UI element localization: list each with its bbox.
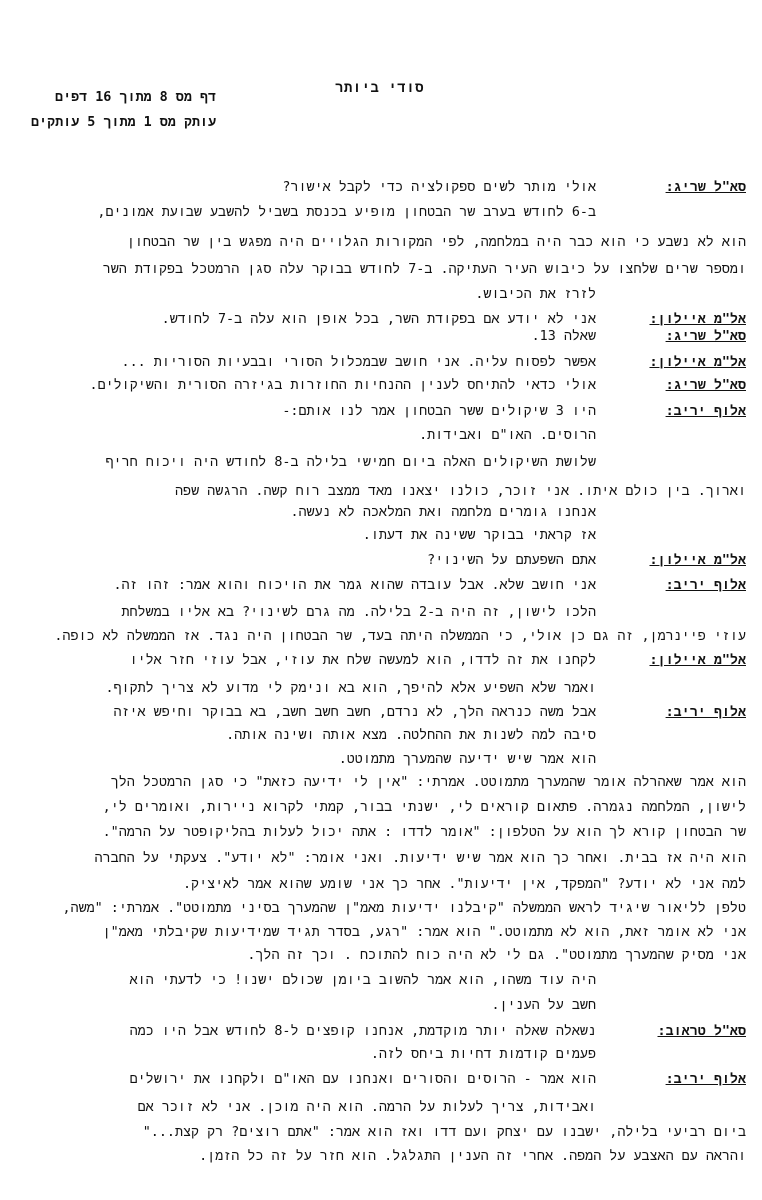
transcript-line: לישון, המלחמה נגמרה. פתאום קוראים לי, ישנתי בבור, קמתי לקרוא ניירות, ואומרים לי, — [102, 800, 746, 815]
transcript-line: הוא אמר שיש ידיעה שהמערך מתמוטט. — [338, 752, 596, 767]
transcript-line: הלכו לישון, זה היה ב-2 בלילה. מה גרם לשינוי? בא אליו במשלחת — [121, 605, 596, 620]
transcript-line: הוא לא נשבע כי הוא כבר היה במלחמה, לפי המקורות הגלויים היה מפגש בין שר הבטחון — [126, 235, 746, 250]
transcript-line: שלושת השיקולים האלה ביום חמישי בלילה ב-8 לחודש היה ויכוח חריף — [105, 455, 596, 470]
speaker-label: אל"מ איילון: — [649, 653, 746, 668]
transcript-line: ואמר שלא השפיע אלא להיפך, הוא בא ונימק לי מדוע לא צריך לתקוף. — [105, 681, 596, 696]
transcript-line: ביום רביעי בלילה, ישבנו עם יצחק ועם דדו ואז הוא אמר: "אתם רוצים? רק קצת..." — [142, 1125, 746, 1140]
speaker-label: סא"ל שריג: — [665, 180, 746, 195]
page-count-line: דף מס 8 מתוך 16 דפים — [55, 90, 216, 105]
speaker-label: אלוף יריב: — [665, 578, 746, 593]
speaker-label: סא"ל טראוב: — [657, 1024, 746, 1039]
transcript-line: עוזי פיינרמן, זה גם כן אולי, כי הממשלה היתה בעד, שר הבטחון היה נגד. אז הממשלה לא כופה. — [54, 629, 746, 644]
speaker-label: אל"מ איילון: — [649, 312, 746, 327]
transcript-line: לקחנו את זה לדדו, הוא למעשה שלח את עוזי, אבל עוזי חזר אליו — [129, 653, 596, 668]
speaker-label: סא"ל שריג: — [665, 378, 746, 393]
transcript-line: ואבידות, צריך לעלות על הרמה. הוא היה מוכן. אני לא זוכר אם — [137, 1100, 596, 1115]
transcript-line: אפשר לפסוח עליה. אני חושב שבמכלול הסורי ובבעיות הסוריות ... — [121, 355, 596, 370]
transcript-line: אולי כדאי להתיחס לענין ההנחיות החוזרות בגיזרה הסורית והשיקולים. — [89, 378, 596, 393]
transcript-line: סיבה למה לשנות את ההחלטה. מצא אותה ושינה אותה. — [226, 728, 596, 743]
transcript-line: אולי מותר לשים ספקולציה כדי לקבל אישור? — [282, 180, 596, 195]
transcript-line: נשאלה שאלה יותר מוקדמת, אנחנו קופצים ל-8 לחודש אבל היו כמה — [129, 1024, 596, 1039]
speaker-label: אל"מ איילון: — [649, 355, 746, 370]
transcript-line: אנחנו גומרים מלחמה ואת המלאכה לא נעשה. — [290, 505, 596, 520]
transcript-line: ב-6 לחודש בערב שר הבטחון מופיע בכנסת בשביל להשבע שבועת אמונים, — [97, 205, 596, 220]
transcript-line: וארוך. בין כולם איתו. אני זוכר, כולנו יצאנו מאד ממצב רוח קשה. הרגשה שפה — [175, 484, 746, 499]
transcript-line: שאלה 13. — [531, 329, 596, 344]
transcript-line: אני לא יודע אם בפקודת השר, בכל אופן הוא עלה ב-7 לחודש. — [161, 312, 596, 327]
transcript-line: הוא היה אז בבית. ואחר כך הוא אמר שיש ידיעות. ואני אומר: "לא יודע". צעקתי על החברה — [94, 851, 746, 866]
transcript-line: אני מסיק שהמערך מתמוטט". גם לי לא היה כוח להתוכח . וכך זה הלך. — [247, 948, 746, 963]
transcript-line: שר הבטחון קורא לך הוא על הטלפון: "אומר לדדו : אתה יכול לעלות בהליקופטר על הרמה". — [102, 825, 746, 840]
transcript-line: הוא אמר שאהרלה אומר שהמערך מתמוטט. אמרתי: "אין לי ידיעה כזאת" כי סגן הרמטכל הלך — [110, 775, 746, 790]
transcript-line: אתם השפעתם על השינוי? — [427, 553, 596, 568]
speaker-label: סא"ל שריג: — [665, 329, 746, 344]
speaker-label: אלוף יריב: — [665, 1072, 746, 1087]
classification-label: סודי ביותר — [334, 80, 424, 96]
speaker-label: אלוף יריב: — [665, 404, 746, 419]
speaker-label: אל"מ איילון: — [649, 553, 746, 568]
transcript-line: והראה עם האצבע על המפה. אחרי זה הענין התגלגל. הוא חזר על זה כל הזמן. — [199, 1149, 746, 1164]
transcript-line: לזרז את הכיבוש. — [475, 287, 596, 302]
transcript-line: אני חושב שלא. אבל עובדה שהוא גמר את הויכוח והוא אמר: זהו זה. — [113, 578, 596, 593]
transcript-line: טלפן לליאור שיגיד לראש הממשלה "קיבלנו ידיעות מאמ"ן שהמערך בסיני מתמוטט". אמרתי: "משה, — [62, 901, 746, 916]
transcript-line: חשב על הענין. — [491, 998, 596, 1013]
transcript-line: היה עוד משהו, הוא אמר להשוב ביומן שכולם ישנו! כי לדעתי הוא — [129, 973, 596, 988]
transcript-line: היו 3 שיקולים ששר הבטחון אמר לנו אותם:- — [282, 404, 596, 419]
speaker-label: אלוף יריב: — [665, 705, 746, 720]
transcript-line: פעמים קודמות דחיות ביחס לזה. — [370, 1047, 596, 1062]
transcript-line: הרוסים. האו"ם ואבידות. — [419, 428, 596, 443]
transcript-line: הוא אמר - הרוסים והסורים ואנחנו עם האו"ם ולקחנו את ירושלים — [129, 1072, 596, 1087]
transcript-line: אבל משה כנראה הלך, לא נרדם, חשב חשב חשב, בא בבוקר וחיפש איזה — [113, 705, 596, 720]
transcript-line: ומספר שרים שלחצו על כיבוש העיר העתיקה. ב-7 לחודש בבוקר עלה סגן הרמטכל בפקודת השר — [102, 262, 746, 277]
transcript-line: אני לא אומר זאת, הוא לא מתמוטט." הוא אמר: "רגע, בסדר תגיד שמידיעות שקיבלתי מאמ"ן — [102, 925, 746, 940]
transcript-line: למה אני לא יודע? "המפקד, אין ידיעות". אחר כך אני שומע שהוא אמר לאיציק. — [183, 877, 746, 892]
copy-count-line: עותק מס 1 מתוך 5 עותקים — [30, 115, 216, 130]
transcript-line: אז קראתי בבוקר ששינה את דעתו. — [362, 528, 596, 543]
